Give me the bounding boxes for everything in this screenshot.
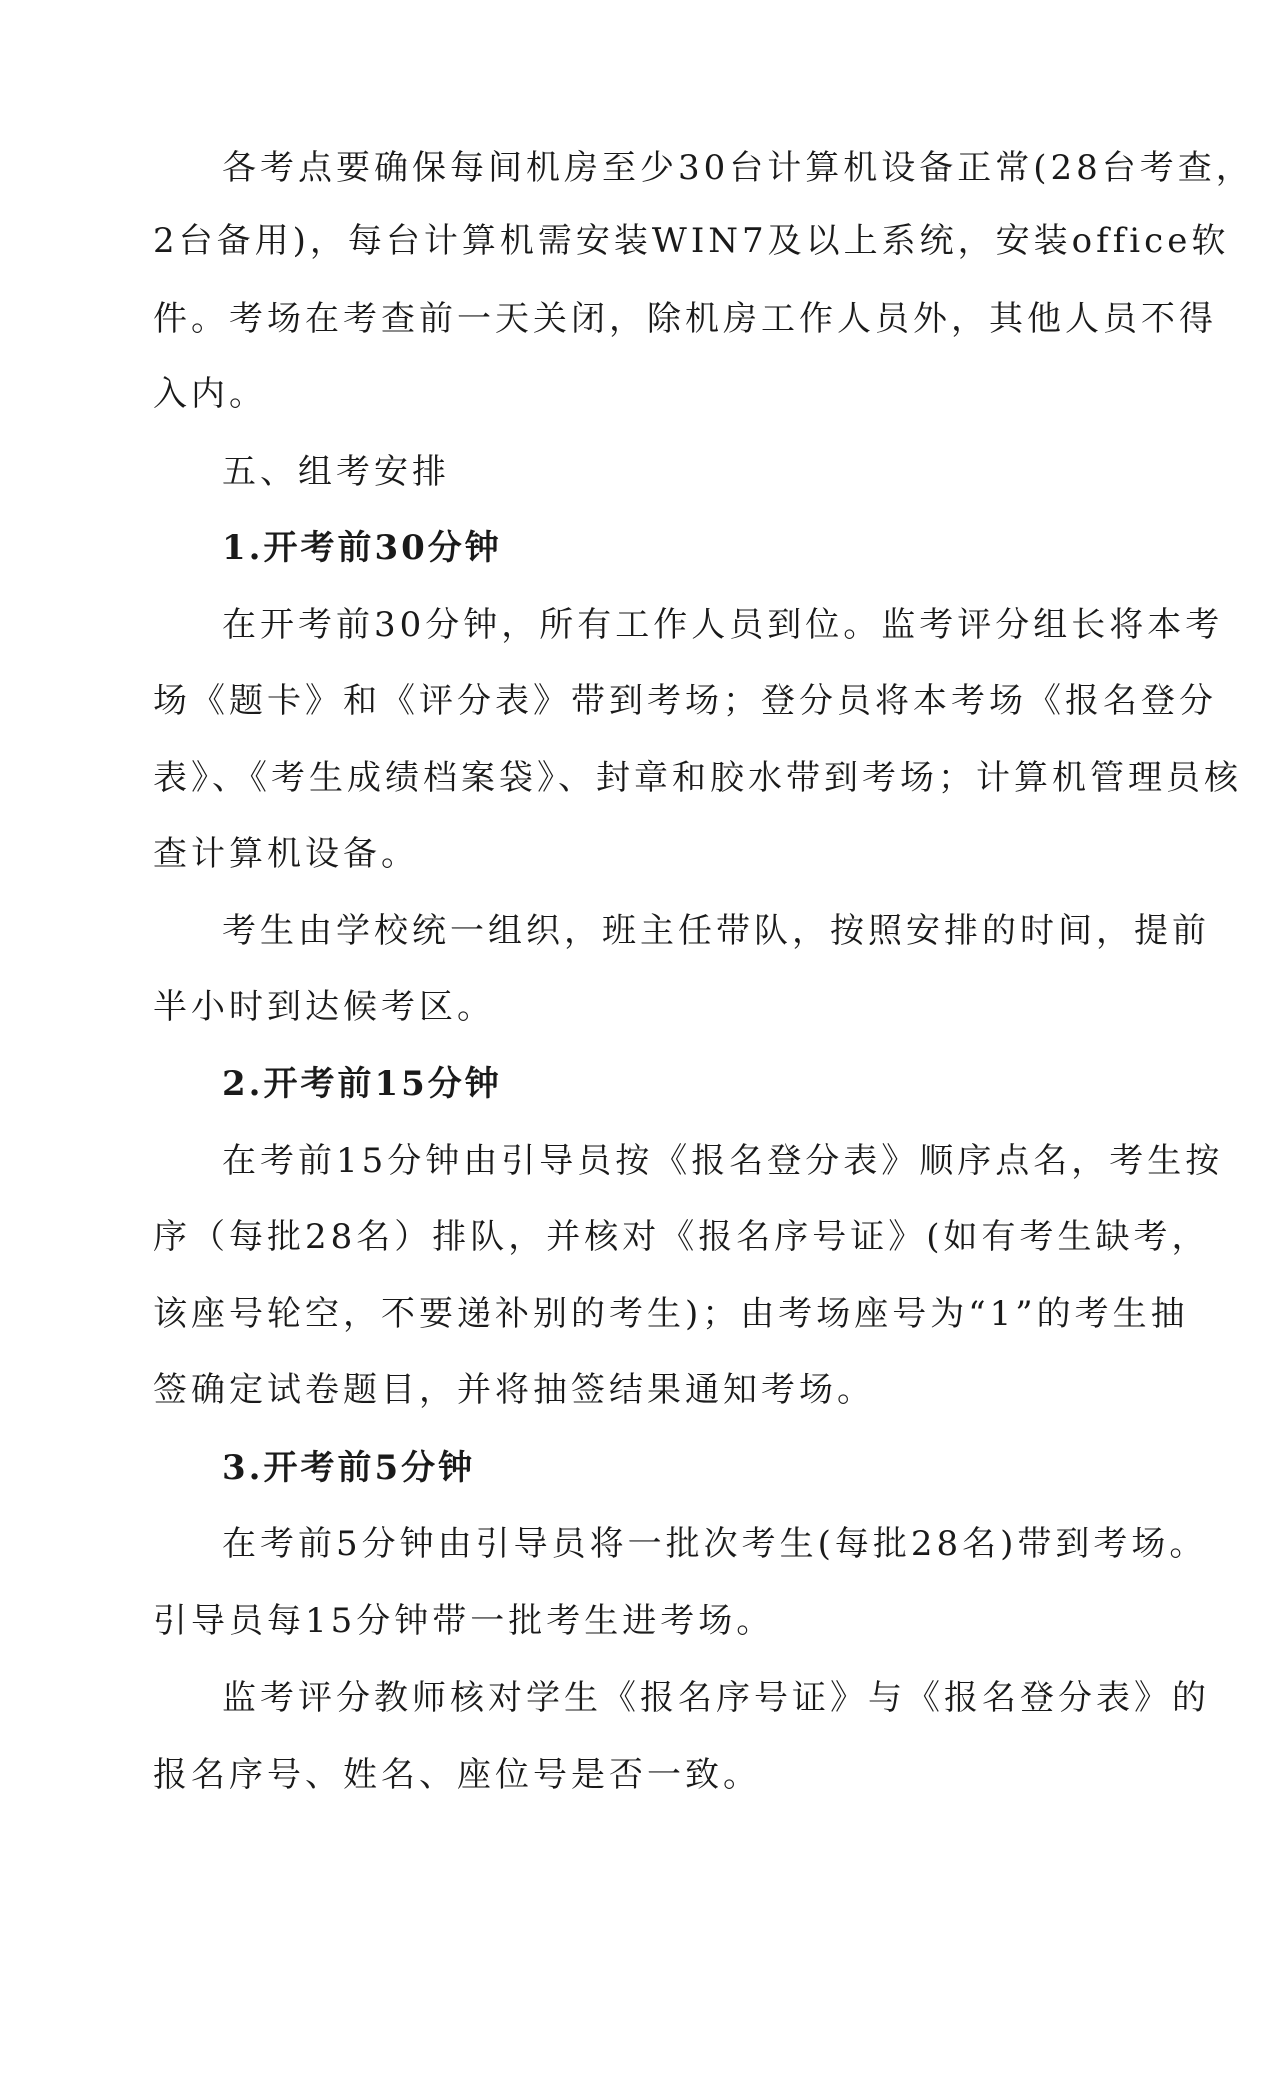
- paragraph-line: 考生由学校统一组织，班主任带队，按照安排的时间，提前: [222, 911, 1210, 951]
- paragraph-line: 半小时到达候考区。: [153, 987, 495, 1027]
- section-heading: 五、组考安排: [222, 452, 450, 492]
- paragraph-line: 在开考前30分钟，所有工作人员到位。监考评分组长将本考: [222, 605, 1224, 645]
- paragraph-line: 各考点要确保每间机房至少30台计算机设备正常(28台考查，: [222, 148, 1254, 188]
- paragraph-line: 引导员每15分钟带一批考生进考场。: [153, 1601, 775, 1641]
- subsection-heading: 1.开考前30分钟: [222, 528, 502, 568]
- paragraph-line: 查计算机设备。: [153, 834, 419, 874]
- paragraph-line: 2台备用)，每台计算机需安装WIN7及以上系统，安装office软: [153, 221, 1230, 261]
- paragraph-line: 在考前5分钟由引导员将一批次考生(每批28名)带到考场。: [222, 1524, 1208, 1564]
- paragraph-line: 入内。: [153, 374, 267, 414]
- subsection-heading: 2.开考前15分钟: [222, 1064, 502, 1104]
- subsection-heading: 3.开考前5分钟: [222, 1448, 476, 1488]
- paragraph-line: 表》、《考生成绩档案袋》、封章和胶水带到考场；计算机管理员核: [153, 758, 1242, 798]
- paragraph-line: 在考前15分钟由引导员按《报名登分表》顺序点名，考生按: [222, 1141, 1224, 1181]
- paragraph-line: 场《题卡》和《评分表》带到考场；登分员将本考场《报名登分: [153, 681, 1217, 721]
- paragraph-line: 该座号轮空，不要递补别的考生)；由考场座号为“1”的考生抽: [153, 1294, 1189, 1334]
- paragraph-line: 报名序号、姓名、座位号是否一致。: [153, 1755, 761, 1795]
- paragraph-line: 签确定试卷题目，并将抽签结果通知考场。: [153, 1370, 875, 1410]
- paragraph-line: 监考评分教师核对学生《报名序号证》与《报名登分表》的: [222, 1678, 1210, 1718]
- paragraph-line: 序（每批28名）排队，并核对《报名序号证》(如有考生缺考，: [153, 1217, 1210, 1257]
- paragraph-line: 件。考场在考查前一天关闭，除机房工作人员外，其他人员不得: [153, 299, 1217, 339]
